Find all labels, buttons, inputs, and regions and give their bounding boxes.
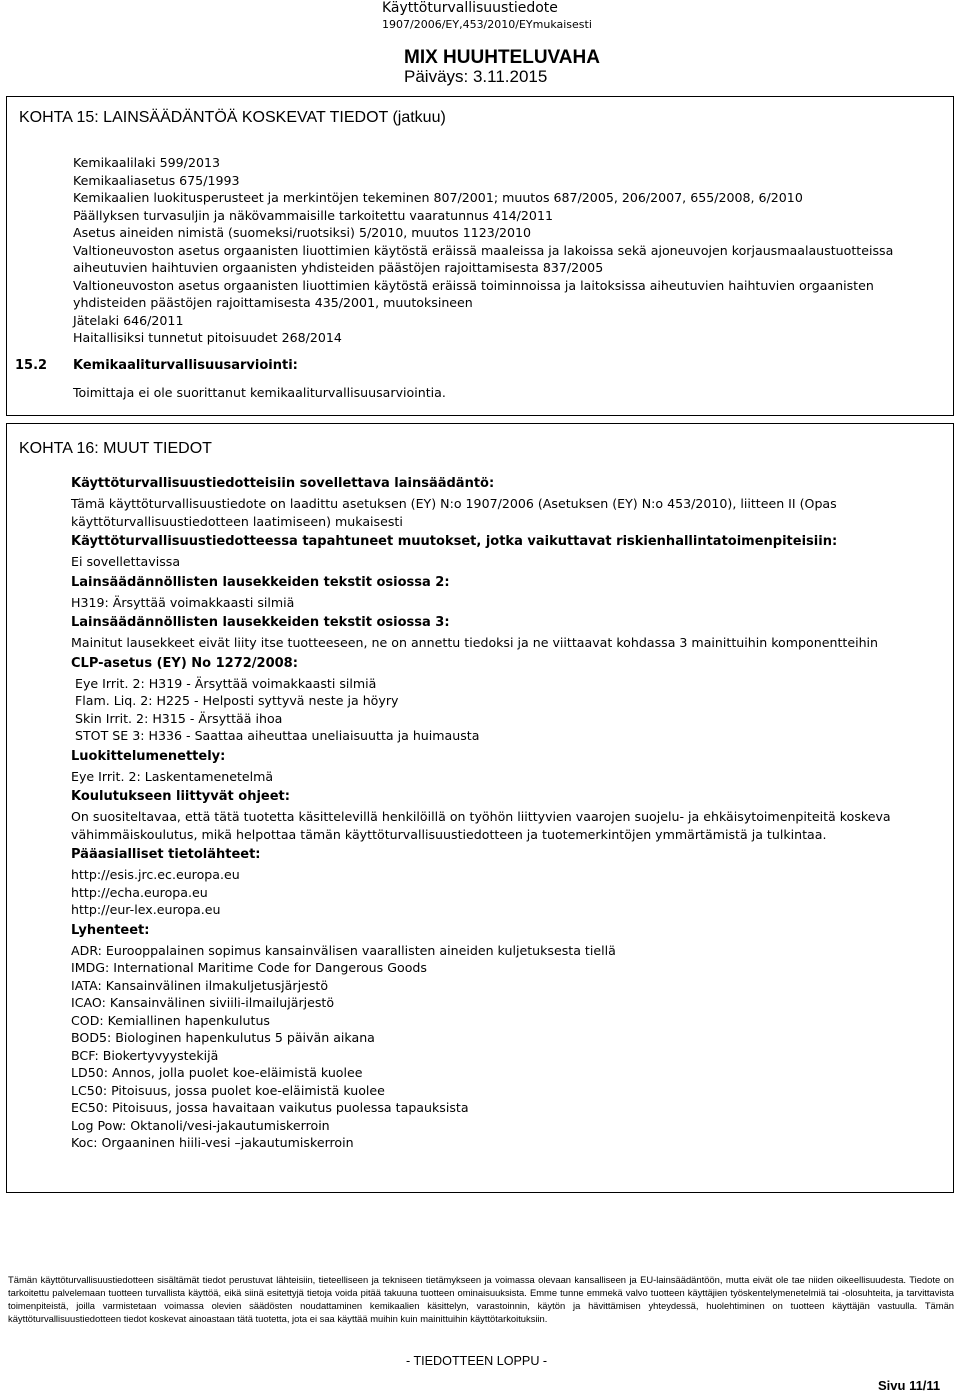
legislation-list bbox=[73, 154, 893, 347]
product-name: MIX HUUHTELUVAHA bbox=[404, 47, 600, 68]
source-link[interactable]: http://echa.europa.eu bbox=[71, 884, 208, 900]
heading-changes: Käyttöturvallisuustiedotteessa tapahtuneet muutokset, jotka vaikuttavat riskienhallintatoimenpiteisiin: bbox=[71, 534, 838, 549]
heading-clp: CLP-asetus (EY) No 1272/2008: bbox=[71, 655, 298, 671]
abbreviation-item: BCF: Biokertyvyystekijä bbox=[71, 1047, 219, 1063]
abbreviation-item: BOD5: Biologinen hapenkulutus 5 päivän aikana bbox=[71, 1030, 375, 1045]
sources-list bbox=[71, 866, 941, 919]
paragraph-section2-texts: H319: Ärsyttää voimakkaasti silmiä bbox=[71, 594, 295, 610]
paragraph-section3-texts: Mainitut lausekkeet eivät liity itse tuotteeseen, ne on annettu tiedoksi ja ne viittaavat kohdassa 3 mainittuihin komponentteihin bbox=[71, 635, 879, 650]
document-type-title: Käyttöturvallisuustiedote bbox=[382, 0, 558, 16]
heading-classification: Luokittelumenettely: bbox=[71, 748, 226, 764]
abbreviation-item: Log Pow: Oktanoli/vesi-jakautumiskerroin bbox=[71, 1117, 330, 1133]
abbreviation-item: ADR: Eurooppalainen sopimus kansainvälisen vaarallisten aineiden kuljetuksesta tiellä bbox=[71, 942, 616, 958]
source-link[interactable]: http://eur-lex.europa.eu bbox=[71, 902, 221, 917]
document-date: Päiväys: 3.11.2015 bbox=[404, 67, 548, 86]
heading-section2-texts: Lainsäädännöllisten lausekkeiden tekstit osiossa 2: bbox=[71, 574, 450, 590]
legislation-item: Haitallisiksi tunnetut pitoisuudet 268/2014 bbox=[73, 330, 342, 345]
legislation-item: Päällyksen turvasuljin ja näkövammaisille tarkoitettu vaaratunnus 414/2011 bbox=[73, 207, 553, 223]
clp-item: Flam. Liq. 2: H225 - Helposti syttyvä neste ja höyry bbox=[75, 693, 399, 708]
legislation-item: yhdisteiden päästöjen rajoittamisesta 435/2001, muutoksineen bbox=[73, 295, 473, 310]
paragraph-training-1: On suositeltavaa, että tätä tuotetta käsittelevillä henkilöillä on työhön liittyvien vaarojen suojelu- ja ehkäisytoimenpiteitä koskeva bbox=[71, 809, 891, 824]
subsection-15-2-text: Toimittaja ei ole suorittanut kemikaaliturvallisuusarviointia. bbox=[73, 385, 446, 400]
legislation-item: Valtioneuvoston asetus orgaanisten liuottimien käytöstä eräissä toiminnoissa ja laitoksissa aiheutuvien haihtuvien orgaanisten bbox=[73, 277, 874, 293]
legislation-item: aiheutuvien haihtuvien orgaanisten yhdisteiden päästöjen rajoittamisesta 837/2005 bbox=[73, 260, 604, 275]
disclaimer-note: Tämän käyttöturvallisuustiedotteen sisältämät tiedot perustuvat lähteisiin, tieteelliseen ja tekniseen tietämykseen ja voimassa olevaan kansalliseen ja EU-lainsäädäntöön, mutta eivät ole tae niiden oikeellisuudesta. Tiedote on tarkoitettu palvelemaan tuotteen turvallista käyttöä, eikä siinä esitettyjä tietoja voida pitää takuuna tuotteen ominaisuuksista. Emme tunne emmekä valvo tuotteen käyttäjien työskentelymenetelmiä tai -olosuhteita, ja tarvittavista toimenpiteistä, joilla varmistetaan voimassa olevien säädösten noudattaminen kemikaalien käsittelyn, varastoinnin, käytön ja hävittämisen yhteydessä, huolehtiminen on tuotteen käyttäjän vastuulla. Tämän käyttöturvallisuustiedotteen tiedot koskevat ainoastaan tätä tuotetta, jota ei saa käyttää muihin kuin mainittuihin käyttötarkoituksiin. bbox=[8, 1274, 954, 1324]
clp-item: Eye Irrit. 2: H319 - Ärsyttää voimakkaasti silmiä bbox=[75, 675, 377, 691]
section-15-box bbox=[6, 96, 954, 416]
abbreviation-item: LD50: Annos, jolla puolet koe-eläimistä kuolee bbox=[71, 1065, 363, 1080]
heading-section3-texts: Lainsäädännöllisten lausekkeiden tekstit osiossa 3: bbox=[71, 615, 450, 630]
paragraph-legislation-2: käyttöturvallisuustiedotteen laatimiseen) mukaisesti bbox=[71, 513, 403, 529]
paragraph-training-2: vähimmäiskoulutus, mikä helpottaa tämän käyttöturvallisuustiedotteen ja tuotemerkintöjen ymmärtämistä ja tulkintaa. bbox=[71, 826, 827, 842]
subsection-title: Kemikaaliturvallisuusarviointi: bbox=[73, 358, 298, 373]
page-number: Sivu 11/11 bbox=[878, 1378, 941, 1393]
clp-item: Skin Irrit. 2: H315 - Ärsyttää ihoa bbox=[75, 710, 283, 726]
section-16-title: KOHTA 16: MUUT TIEDOT bbox=[19, 440, 212, 457]
legislation-item: Kemikaaliasetus 675/1993 bbox=[73, 172, 240, 188]
abbreviation-item: COD: Kemiallinen hapenkulutus bbox=[71, 1012, 270, 1028]
heading-legislation: Käyttöturvallisuustiedotteisiin sovellettava lainsäädäntö: bbox=[71, 476, 495, 491]
regulation-reference: 1907/2006/EY,453/2010/EYmukaisesti bbox=[382, 18, 592, 31]
paragraph-classification: Eye Irrit. 2: Laskentamenetelmä bbox=[71, 768, 274, 784]
legislation-item: Asetus aineiden nimistä (suomeksi/ruotsiksi) 5/2010, muutos 1123/2010 bbox=[73, 225, 532, 240]
clp-item: STOT SE 3: H336 - Saattaa aiheuttaa uneliaisuutta ja huimausta bbox=[75, 728, 480, 743]
document-end-marker: - TIEDOTTEEN LOPPU - bbox=[406, 1354, 548, 1368]
subsection-number: 15.2 bbox=[15, 358, 48, 373]
abbreviation-item: LC50: Pitoisuus, jossa puolet koe-eläimistä kuolee bbox=[71, 1082, 385, 1098]
legislation-item: Jätelaki 646/2011 bbox=[73, 312, 184, 328]
source-link[interactable]: http://esis.jrc.ec.europa.eu bbox=[71, 867, 240, 882]
heading-abbreviations: Lyhenteet: bbox=[71, 922, 150, 938]
abbreviation-item: IATA: Kansainvälinen ilmakuljetusjärjestö bbox=[71, 977, 329, 993]
heading-training: Koulutukseen liittyvät ohjeet: bbox=[71, 789, 290, 804]
section-16-box bbox=[6, 423, 954, 1193]
abbreviation-item: ICAO: Kansainvälinen siviili-ilmailujärjestö bbox=[71, 995, 335, 1010]
paragraph-changes: Ei sovellettavissa bbox=[71, 554, 181, 569]
subsection-15-2-heading bbox=[15, 358, 298, 373]
abbreviations-list bbox=[71, 942, 941, 1152]
abbreviation-item: Koc: Orgaaninen hiili-vesi –jakautumiskerroin bbox=[71, 1135, 354, 1150]
abbreviation-item: EC50: Pitoisuus, jossa havaitaan vaikutus puolessa tapauksista bbox=[71, 1100, 469, 1115]
section-15-title: KOHTA 15: LAINSÄÄDÄNTÖÄ KOSKEVAT TIEDOT (jatkuu) bbox=[19, 109, 446, 126]
legislation-item: Valtioneuvoston asetus orgaanisten liuottimien käytöstä eräissä maaleissa ja lakoissa sekä ajoneuvojen korjausmaalaustuotteissa bbox=[73, 242, 894, 258]
legislation-item: Kemikaalilaki 599/2013 bbox=[73, 155, 220, 170]
abbreviation-item: IMDG: International Maritime Code for Dangerous Goods bbox=[71, 960, 427, 975]
section-16-content bbox=[71, 470, 941, 1152]
legislation-item: Kemikaalien luokitusperusteet ja merkintöjen tekeminen 807/2001; muutos 687/2005, 206/2007, 655/2008, 6/2010 bbox=[73, 190, 803, 205]
paragraph-legislation-1: Tämä käyttöturvallisuustiedote on laadittu asetuksen (EY) N:o 1907/2006 (Asetuksen (EY) N:o 453/2010), liitteen II (Opas bbox=[71, 496, 837, 511]
heading-sources: Pääasialliset tietolähteet: bbox=[71, 847, 261, 862]
clp-list bbox=[71, 675, 941, 745]
